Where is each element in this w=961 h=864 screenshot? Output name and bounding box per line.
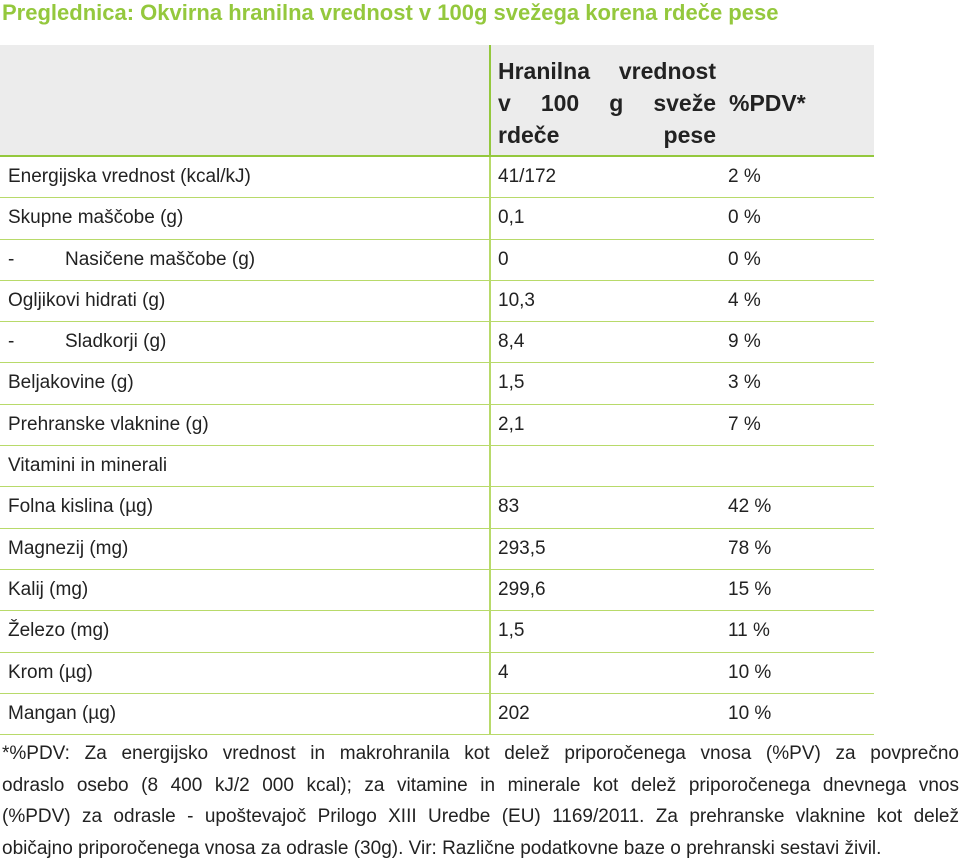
nutrient-value: 202 [498, 694, 530, 734]
table-row [0, 611, 874, 652]
nutrient-pdv: 42 % [728, 487, 771, 527]
column-divider [489, 570, 491, 610]
nutrient-value: 293,5 [498, 529, 546, 569]
column-divider [489, 611, 491, 651]
nutrient-name [8, 653, 93, 693]
nutrient-value: 83 [498, 487, 519, 527]
header-line: rdeče pese [498, 119, 716, 151]
header-line: Hranilna vrednost [498, 55, 716, 87]
nutrient-pdv: 0 % [728, 240, 761, 280]
nutrient-value: 0 [498, 240, 509, 280]
header-nutritional-value [498, 55, 716, 151]
nutrient-name [8, 529, 128, 569]
nutrient-label: Energijska vrednost (kcal/kJ) [8, 166, 251, 187]
nutrient-value: 299,6 [498, 570, 546, 610]
nutrient-name [8, 322, 166, 362]
table-row [0, 322, 874, 363]
column-divider [489, 363, 491, 403]
nutrition-table [0, 45, 874, 735]
column-divider [489, 694, 491, 734]
table-row [0, 281, 874, 322]
column-divider [489, 446, 491, 486]
nutrient-label: Magnezij (mg) [8, 538, 128, 559]
nutrient-name [8, 487, 153, 527]
table-row [0, 157, 874, 198]
column-divider [489, 45, 491, 155]
nutrient-name [8, 157, 251, 197]
nutrient-label: Folna kislina (µg) [8, 496, 153, 517]
nutrient-pdv: 2 % [728, 157, 761, 197]
nutrient-label: Kalij (mg) [8, 579, 88, 600]
table-row [0, 240, 874, 281]
nutrient-value: 41/172 [498, 157, 556, 197]
nutrient-label: Vitamini in minerali [8, 455, 167, 476]
nutrient-pdv: 3 % [728, 363, 761, 403]
column-divider [489, 157, 491, 197]
nutrient-pdv: 15 % [728, 570, 771, 610]
nutrient-pdv: 11 % [728, 611, 770, 651]
nutrient-pdv: 7 % [728, 405, 761, 445]
nutrient-value: 10,3 [498, 281, 535, 321]
table-row [0, 363, 874, 404]
nutrient-name [8, 363, 134, 403]
sub-item-dash: - [8, 240, 65, 280]
nutrient-pdv: 0 % [728, 198, 761, 238]
table-row [0, 487, 874, 528]
table-row [0, 198, 874, 239]
nutrient-value: 1,5 [498, 363, 524, 403]
nutrient-name [8, 694, 116, 734]
table-header [0, 45, 874, 157]
nutrient-pdv: 10 % [728, 694, 771, 734]
page-title: Preglednica: Okvirna hranilna vrednost v 100g svežega korena rdeče pese [2, 0, 778, 26]
column-divider [489, 240, 491, 280]
nutrient-label: Krom (µg) [8, 662, 93, 683]
nutrient-value: 4 [498, 653, 509, 693]
nutrient-label: Ogljikovi hidrati (g) [8, 290, 165, 311]
nutrient-label: Sladkorji (g) [65, 331, 166, 352]
column-divider [489, 529, 491, 569]
nutrient-value: 1,5 [498, 611, 524, 651]
footnote-line: običajno priporočenega vnosa za odrasle (30g). Vir: Različne podatkovne baze o prehranski sestavi živil. [2, 833, 959, 864]
nutrient-pdv: 9 % [728, 322, 761, 362]
column-divider [489, 487, 491, 527]
table-row [0, 653, 874, 694]
nutrient-name [8, 446, 167, 486]
nutrient-label: Beljakovine (g) [8, 372, 134, 393]
nutrient-label: Nasičene maščobe (g) [65, 249, 255, 270]
sub-item-dash: - [8, 322, 65, 362]
nutrient-name [8, 405, 209, 445]
nutrient-label: Mangan (µg) [8, 703, 116, 724]
nutrient-pdv: 10 % [728, 653, 771, 693]
nutrient-name [8, 240, 255, 280]
nutrient-name [8, 198, 183, 238]
footnote-line: *%PDV: Za energijsko vrednost in makrohranila kot delež priporočenega vnosa (%PV) za povprečno [2, 738, 959, 770]
table-row [0, 405, 874, 446]
footnote-line: (%PDV) za odrasle - upoštevajoč Prilogo XIII Uredbe (EU) 1169/2011. Za prehranske vlaknine kot delež [2, 801, 959, 833]
nutrient-pdv: 4 % [728, 281, 761, 321]
header-pdv: %PDV* [729, 87, 806, 119]
table-row [0, 529, 874, 570]
nutrient-name [8, 611, 109, 651]
table-row [0, 694, 874, 735]
nutrient-label: Skupne maščobe (g) [8, 207, 183, 228]
footnote-line: odraslo osebo (8 400 kJ/2 000 kcal); za vitamine in minerale kot delež priporočenega dnevnega vnos [2, 770, 959, 802]
table-row [0, 446, 874, 487]
table-body [0, 157, 874, 735]
column-divider [489, 281, 491, 321]
header-line: v 100 g sveže [498, 87, 716, 119]
nutrient-pdv: 78 % [728, 529, 771, 569]
column-divider [489, 198, 491, 238]
nutrient-label: Železo (mg) [8, 620, 109, 641]
nutrient-value: 8,4 [498, 322, 524, 362]
nutrient-value: 2,1 [498, 405, 524, 445]
nutrient-value: 0,1 [498, 198, 524, 238]
column-divider [489, 322, 491, 362]
column-divider [489, 653, 491, 693]
table-row [0, 570, 874, 611]
nutrient-label: Prehranske vlaknine (g) [8, 414, 209, 435]
nutrient-name [8, 281, 165, 321]
column-divider [489, 405, 491, 445]
nutrient-name [8, 570, 88, 610]
footnote [2, 738, 959, 864]
